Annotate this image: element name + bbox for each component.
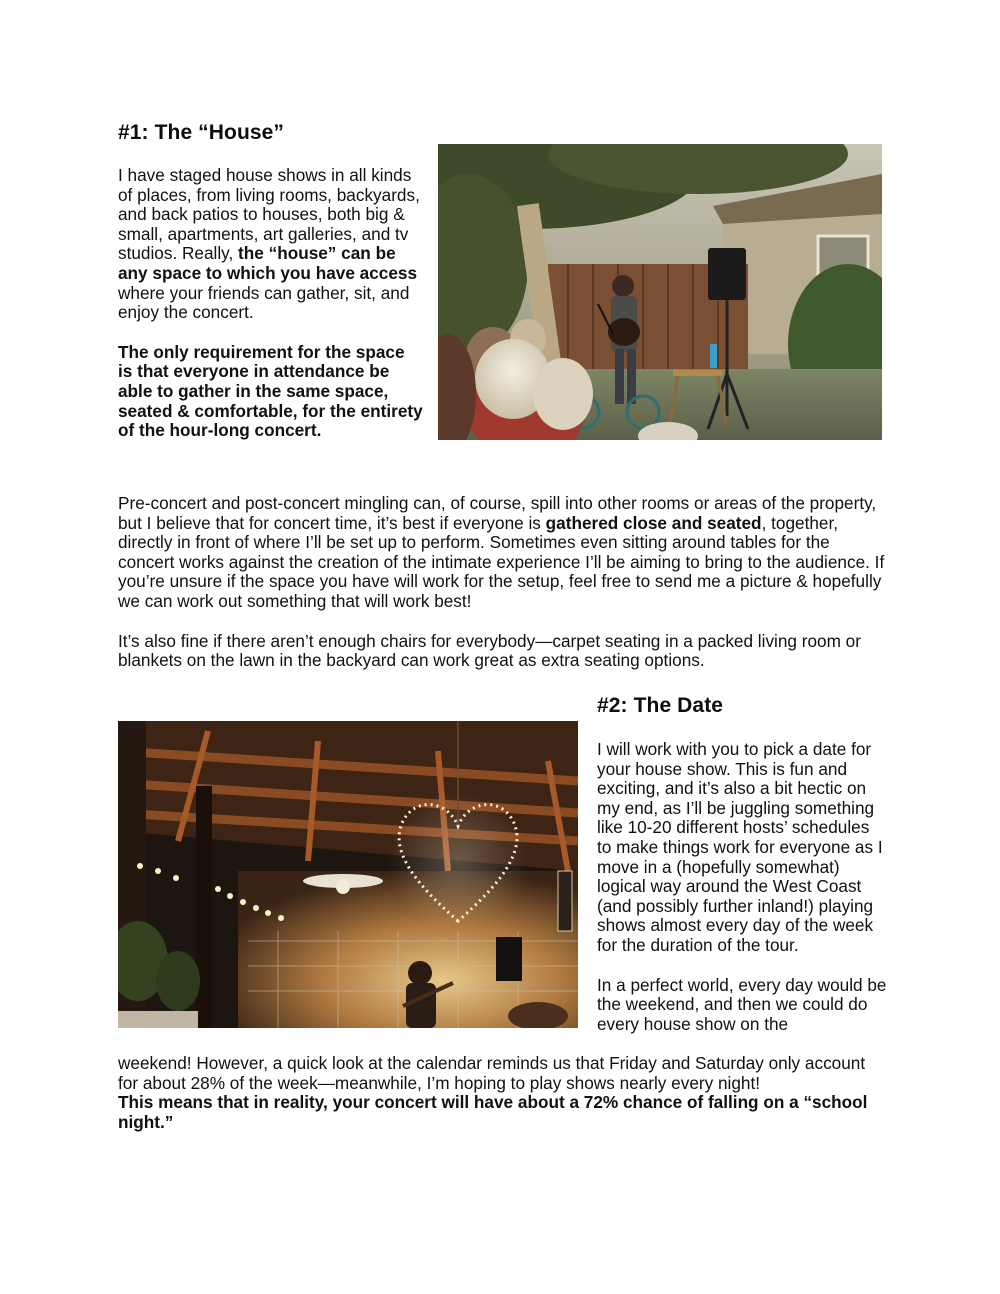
section-1-heading: #1: The “House” — [118, 121, 285, 144]
paragraph-perfect-world: In a perfect world, every day would be the weekend, and then we could do every house show on the — [597, 974, 887, 1034]
paragraph-seating: Pre-concert and post-concert mingling can, of course, spill into other rooms or areas of the property, but I believe that for concert time, it’s best if everyone is gathered close and seated, together, directly in front of where I’ll be set up to perform. Sometimes even sitting around tables for the concert works against the creation of the intimate experience I’ll be aiming to bring to the audience. If you’re unsure if the space you have will work for the setup, feel free to send me a picture & hopefully we can work out something that will work best! — [118, 493, 885, 611]
paragraph-date-picking: I will work with you to pick a date for your house show. This is fun and exciting, and it’s also a bit hectic on my end, as I’ll be juggling something like 10-20 different hosts’ schedules to make things work for everyone as I move in a (hopefully somewhat) logical way around the West Coast (and possibly further inland!) playing shows almost every day of the week for the duration of the tour. — [597, 739, 883, 955]
section-1-body — [118, 494, 888, 671]
section-2-body — [118, 1054, 888, 1132]
paragraph-house-spaces: I have staged house shows in all kinds of places, from living rooms, backyards, and back patios to houses, both big & small, apartments, art galleries, and tv studios. Really, the “house” can be any space to which you have access where your friends can gather, sit, and enjoy the concert. — [118, 165, 420, 323]
backyard-concert-photo — [438, 144, 882, 440]
section-2-intro — [597, 740, 887, 1034]
paragraph-chairs: It’s also fine if there aren’t enough chairs for everybody—carpet seating in a packed living room or blankets on the lawn in the backyard can work great as extra seating options. — [118, 630, 861, 671]
patio-heart-lights-photo — [118, 721, 578, 1028]
paragraph-school-night: This means that in reality, your concert will have about a 72% chance of falling on a “school night.” — [118, 1092, 868, 1132]
section-1-intro — [118, 166, 423, 441]
paragraph-requirement: The only requirement for the space is that everyone in attendance be able to gather in the same space, seated & comfortable, for the entirety of the hour-long concert. — [118, 341, 423, 441]
paragraph-weekend: weekend! However, a quick look at the calendar reminds us that Friday and Saturday only account for about 28% of the week—meanwhile, I’m hoping to play shows nearly every night! — [118, 1053, 866, 1093]
section-2-heading: #2: The Date — [597, 694, 724, 717]
